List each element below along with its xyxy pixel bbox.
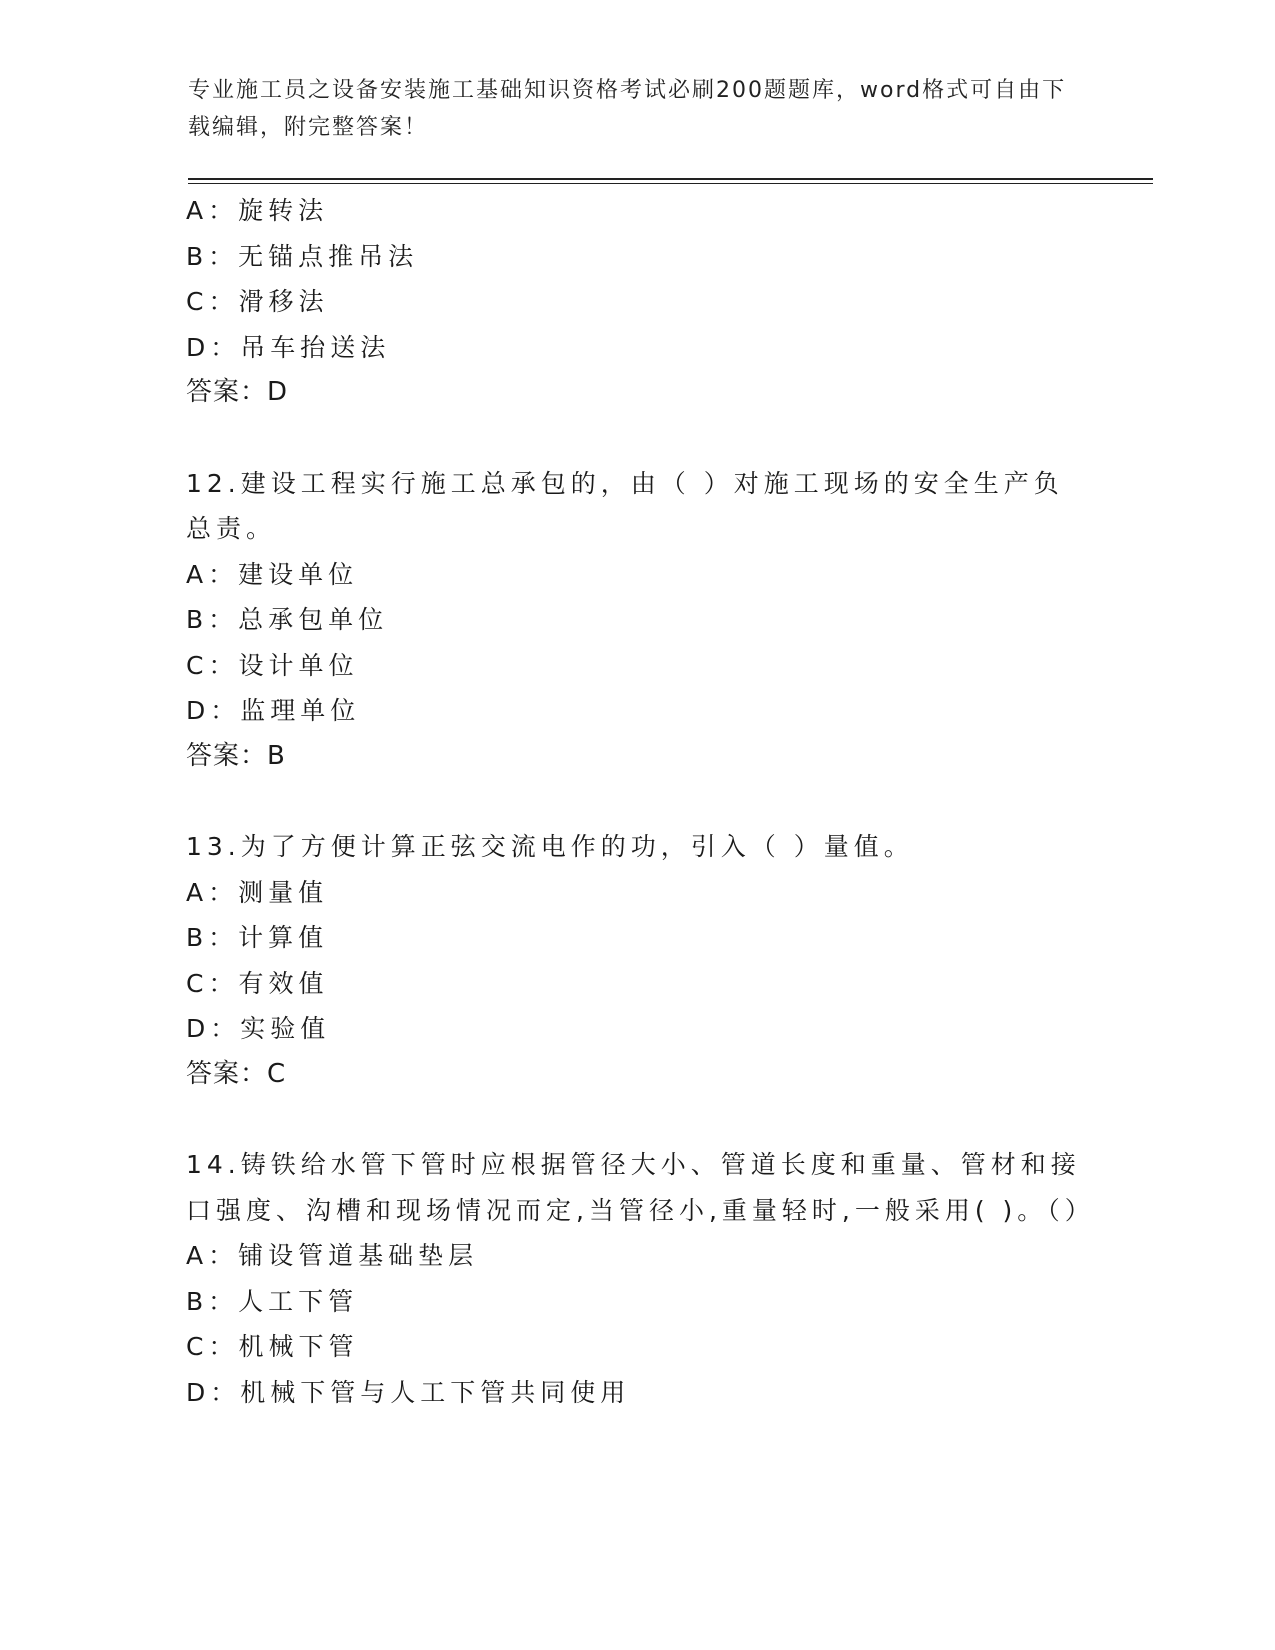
question-12 <box>186 461 1086 780</box>
option-c: C：设计单位 <box>186 650 359 680</box>
header-divider-thin <box>188 183 1153 184</box>
option-a: A：测量值 <box>186 877 329 907</box>
option-a: A：建设单位 <box>186 559 359 589</box>
option-c: C：有效值 <box>186 968 329 998</box>
option-b: B：人工下管 <box>186 1286 359 1316</box>
answer-line: 答案：C <box>186 1058 287 1089</box>
option-d: D：机械下管与人工下管共同使用 <box>186 1377 631 1407</box>
option-d: D：实验值 <box>186 1014 331 1043</box>
answer-line: 答案：B <box>186 740 286 771</box>
question-14 <box>186 1142 1095 1415</box>
answer-line: 答案：D <box>186 377 289 407</box>
option-b: B：计算值 <box>186 923 329 952</box>
question-stem: 12.建设工程实行施工总承包的，由（ ）对施工现场的安全生产负总责。 <box>186 468 1064 543</box>
header-divider-thick <box>188 178 1153 180</box>
option-a: A：铺设管道基础垫层 <box>186 1241 479 1270</box>
option-a: A：旋转法 <box>186 196 329 225</box>
option-d: D：吊车抬送法 <box>186 332 391 362</box>
question-11-tail <box>186 188 1086 416</box>
question-stem: 13.为了方便计算正弦交流电作的功，引入（ ）量值。 <box>186 832 914 861</box>
question-13 <box>186 824 1086 1097</box>
option-c: C：滑移法 <box>186 287 329 316</box>
option-d: D：监理单位 <box>186 696 361 725</box>
question-stem: 14.铸铁给水管下管时应根据管径大小、管道长度和重量、管材和接口强度、沟槽和现场情况而定,当管径小,重量轻时,一般采用( )。（） <box>186 1150 1095 1225</box>
option-b: B：无锚点推吊法 <box>186 241 419 271</box>
option-b: B：总承包单位 <box>186 605 389 634</box>
document-header: 专业施工员之设备安装施工基础知识资格考试必刷200题题库，word格式可自由下载编辑，附完整答案！ <box>188 78 1067 140</box>
question-list <box>186 188 1095 1415</box>
option-c: C：机械下管 <box>186 1332 359 1361</box>
